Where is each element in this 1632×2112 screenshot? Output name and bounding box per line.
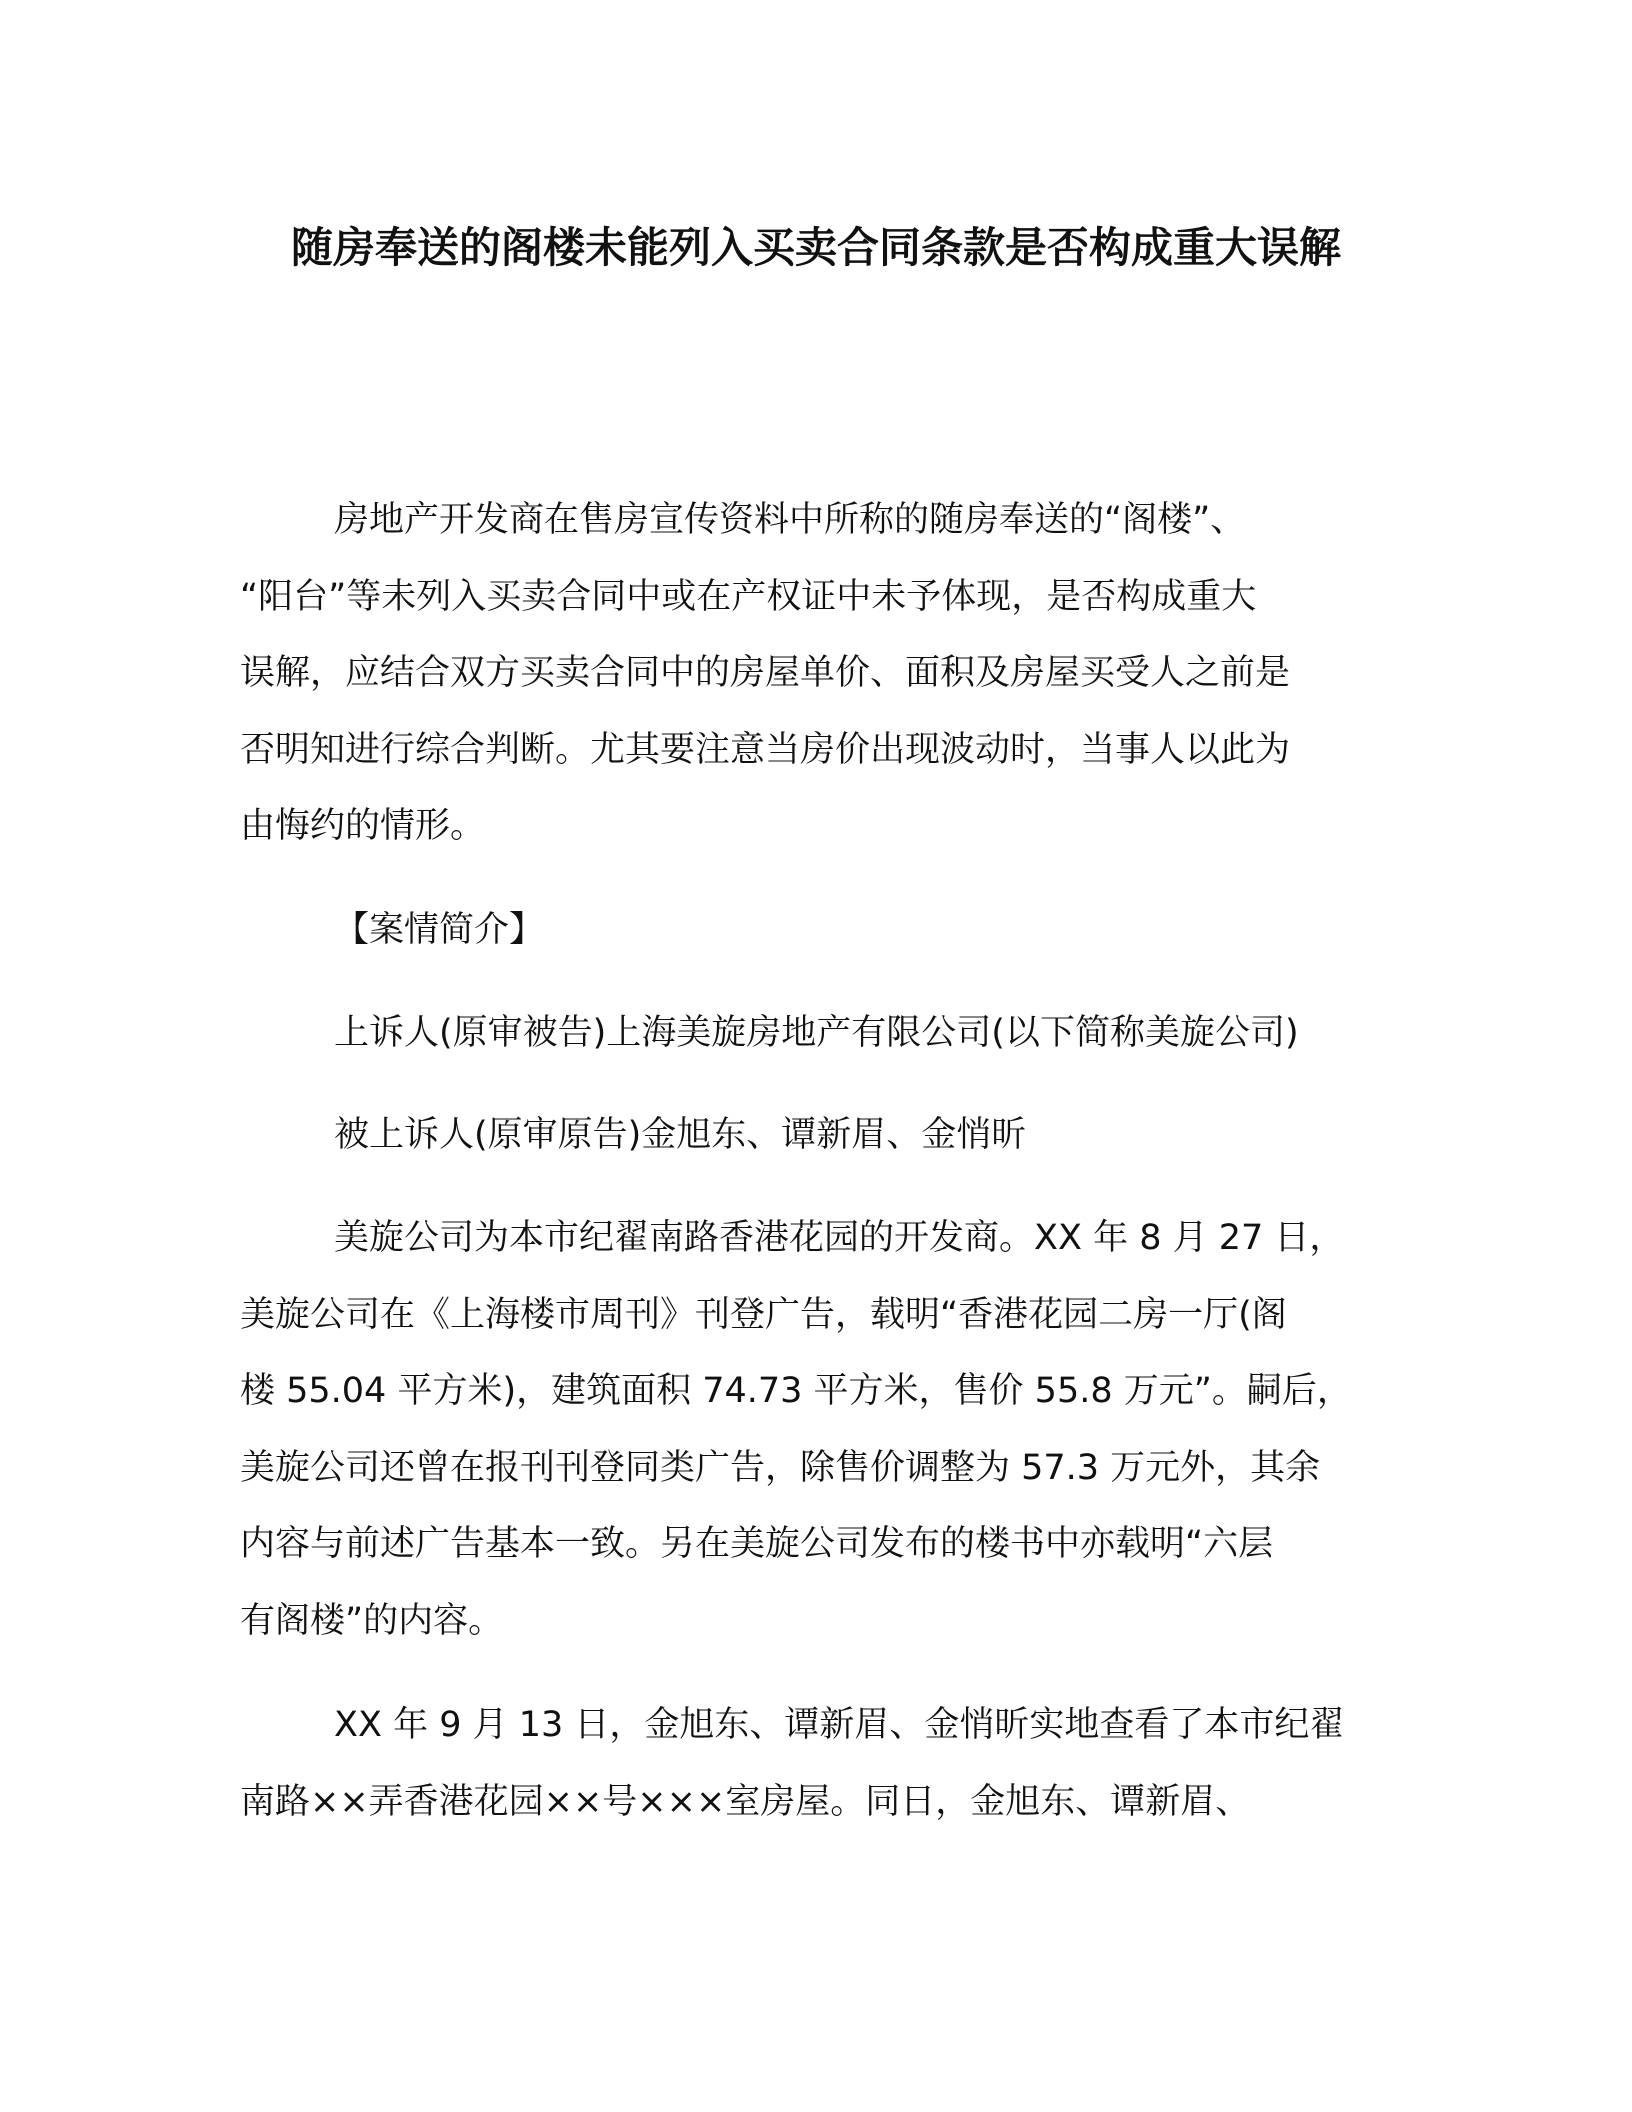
appellant-block — [240, 995, 1380, 1072]
appellee-line: 被上诉人(原审原告)金旭东、谭新眉、金悄昕 — [334, 1115, 1027, 1155]
intro-paragraph — [240, 482, 1380, 865]
section-heading-block — [240, 892, 1380, 969]
text-line: 南路××弄香港花园××号×××室房屋。同日，金旭东、谭新眉、 — [240, 1781, 1251, 1822]
text-line: 误解，应结合双方买卖合同中的房屋单价、面积及房屋买受人之前是 — [240, 653, 1291, 693]
text-line: 由悔约的情形。 — [240, 806, 486, 846]
text-line: 内容与前述广告基本一致。另在美旋公司发布的楼书中亦载明“六层 — [240, 1524, 1274, 1564]
text-line: 房地产开发商在售房宣传资料中所称的随房奉送的“阁楼”、 — [334, 500, 1246, 540]
text-line: 美旋公司为本市纪翟南路香港花园的开发商。XX 年 8 月 27 日， — [334, 1218, 1345, 1258]
appellant-line: 上诉人(原审被告)上海美旋房地产有限公司(以下简称美旋公司) — [334, 1013, 1299, 1053]
facts-paragraph-2 — [240, 1687, 1380, 1840]
text-line: 美旋公司在《上海楼市周刊》刊登广告，载明“香港花园二房一厅(阁 — [240, 1294, 1287, 1335]
text-line: 否明知进行综合判断。尤其要注意当房价出现波动时，当事人以此为 — [240, 729, 1291, 770]
section-heading: 【案情简介】 — [334, 910, 545, 950]
text-line: 楼 55.04 平方米)，建筑面积 74.73 平方米，售价 55.8 万元”。嗣后， — [240, 1371, 1352, 1411]
facts-paragraph-1 — [240, 1200, 1380, 1659]
text-line: 美旋公司还曾在报刊刊登同类广告，除售价调整为 57.3 万元外，其余 — [240, 1447, 1321, 1488]
text-line: XX 年 9 月 13 日，金旭东、谭新眉、金悄昕实地查看了本市纪翟 — [334, 1705, 1345, 1745]
text-line: 有阁楼”的内容。 — [240, 1600, 504, 1641]
text-line: “阳台”等未列入买卖合同中或在产权证中未予体现，是否构成重大 — [240, 576, 1257, 617]
document-title: 随房奉送的阁楼未能列入买卖合同条款是否构成重大误解 — [290, 223, 1341, 272]
appellee-block — [240, 1097, 1380, 1174]
